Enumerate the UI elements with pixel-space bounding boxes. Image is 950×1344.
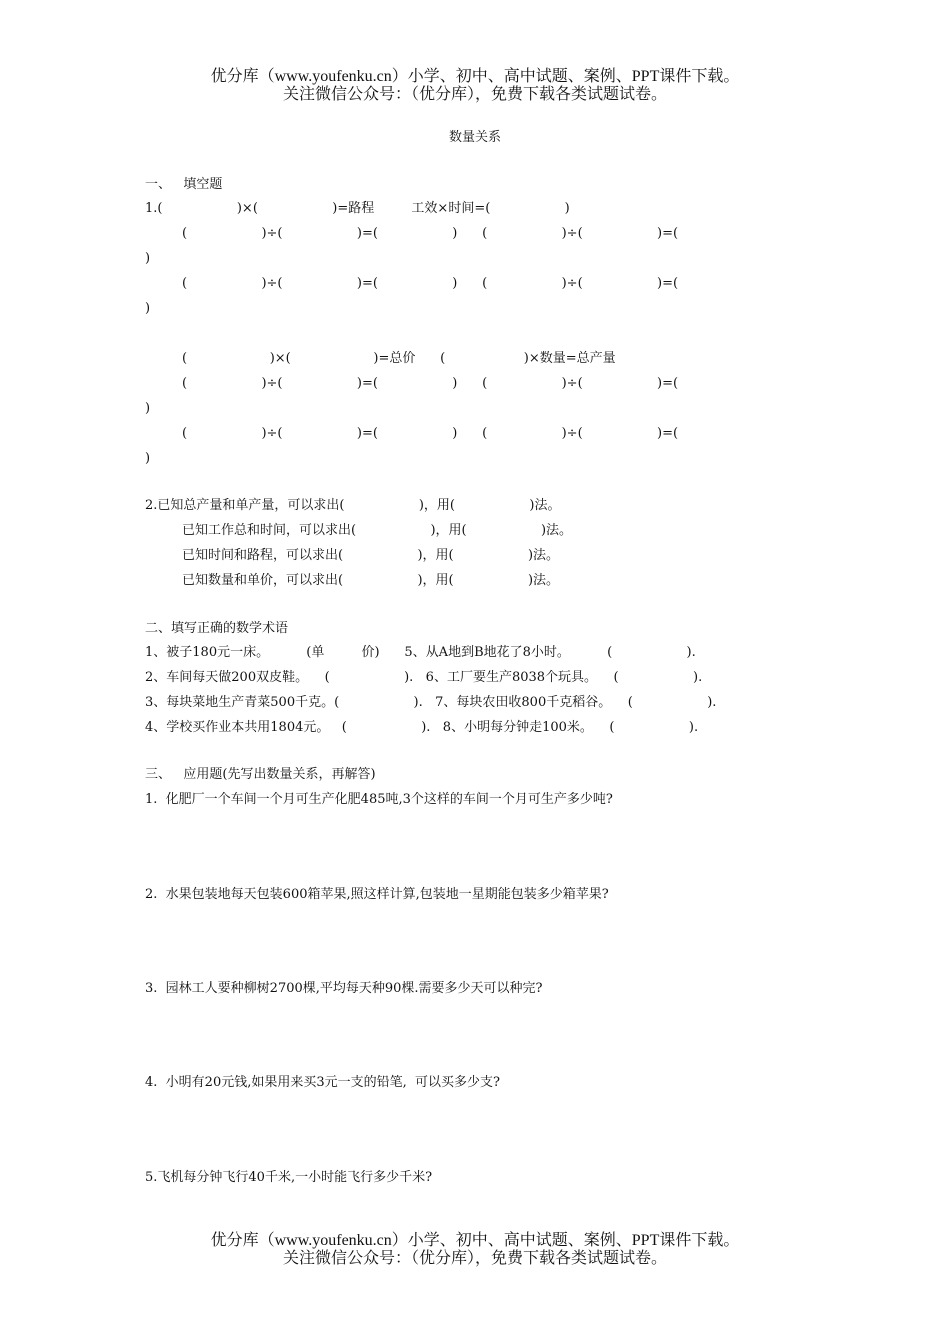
fill-row: ( )÷( )=( ) ( )÷( )=( — [182, 426, 679, 441]
q2-line: 已知数量和单价，可以求出( )，用( )法。 — [182, 573, 560, 588]
fill-row: 1.( )×( )=路程 工效×时间=( ) — [145, 201, 570, 216]
q2-line: 已知时间和路程，可以求出( )，用( )法。 — [182, 548, 560, 563]
section-3-heading: 三、 应用题(先写出数量关系，再解答) — [145, 767, 376, 782]
fill-row: ( )÷( )=( ) ( )÷( )=( — [182, 226, 679, 241]
word-problem: 3. 园林工人要种柳树2700棵,平均每天种90棵.需要多少天可以种完? — [145, 981, 543, 996]
footer-line-1: 优分库（www.youfenku.cn）小学、初中、高中试题、案例、PPT课件下载。 — [210, 1232, 740, 1249]
word-problem: 2. 水果包装地每天包装600箱苹果,照这样计算,包装地一星期能包装多少箱苹果? — [145, 887, 609, 902]
term-row: 2、车间每天做200双皮鞋。 ( ). 6、工厂要生产8038个玩具。 ( ). — [145, 670, 703, 685]
fill-row-wrap: ) — [145, 301, 151, 316]
q2-line: 已知工作总和时间，可以求出( )，用( )法。 — [182, 523, 573, 538]
header-line-2: 关注微信公众号：（优分库），免费下载各类试题试卷。 — [282, 86, 667, 103]
page-title: 数量关系 — [448, 130, 501, 145]
fill-row: ( )÷( )=( ) ( )÷( )=( — [182, 376, 679, 391]
footer-line-2: 关注微信公众号：（优分库），免费下载各类试题试卷。 — [282, 1250, 667, 1267]
term-row: 3、每块菜地生产青菜500千克。( ). 7、每块农田收800千克稻谷。 ( ). — [145, 695, 717, 710]
section-1-heading: 一、 填空题 — [145, 177, 223, 192]
word-problem: 5.飞机每分钟飞行40千米,一小时能飞行多少千米? — [145, 1170, 433, 1185]
term-row: 1、被子180元一床。 (单 价) 5、从A地到B地花了8小时。 ( ). — [145, 645, 696, 660]
term-row: 4、学校买作业本共用1804元。 ( ). 8、小明每分钟走100米。 ( ). — [145, 720, 699, 735]
fill-row: ( )×( )=总价 ( )×数量=总产量 — [182, 351, 616, 366]
word-problem: 4. 小明有20元钱,如果用来买3元一支的铅笔, 可以买多少支? — [145, 1075, 500, 1090]
fill-row-wrap: ) — [145, 251, 151, 266]
word-problem: 1. 化肥厂一个车间一个月可生产化肥485吨,3个这样的车间一个月可生产多少吨? — [145, 792, 613, 807]
fill-row-wrap: ) — [145, 401, 151, 416]
q2-line: 2.已知总产量和单产量，可以求出( )，用( )法。 — [145, 498, 561, 513]
header-line-1: 优分库（www.youfenku.cn）小学、初中、高中试题、案例、PPT课件下载。 — [210, 68, 740, 85]
fill-row: ( )÷( )=( ) ( )÷( )=( — [182, 276, 679, 291]
section-2-heading: 二、填写正确的数学术语 — [145, 621, 289, 636]
fill-row-wrap: ) — [145, 451, 151, 466]
